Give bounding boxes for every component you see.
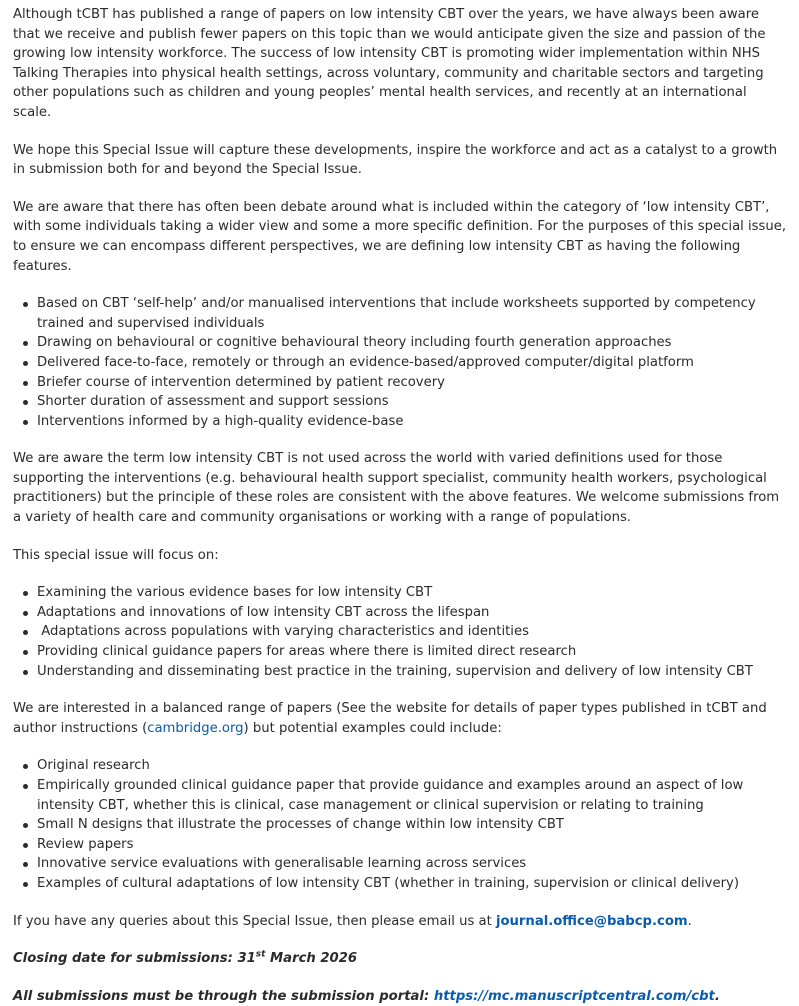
list-item: Briefer course of intervention determined by patient recovery — [37, 373, 787, 393]
list-item: Based on CBT ‘self-help’ and/or manualised interventions that include worksheets supported by competency trained and supervised individuals — [37, 294, 787, 333]
hope-paragraph: We hope this Special Issue will capture these developments, inspire the workforce and act as a catalyst to a growth in submission both for and beyond the Special Issue. — [13, 142, 778, 178]
terminology-paragraph: We are aware the term low intensity CBT is not used across the world with varied definitions used for those supporting the interventions (e.g. behavioural health support specialist, community health workers, psychological practitioners) but the principle of these roles are consistent with the above features. We welcome submissions from a variety of health care and community organisations or working with a range of populations. — [13, 451, 780, 526]
definition-paragraph: We are aware that there has often been debate around what is included within the category of ‘low intensity CBT’, with some individuals taking a wider view and some a more specific definition. For the purposes of this special issue, to ensure we can encompass different perspectives, we are defining low intensity CBT as having the following features. — [13, 199, 787, 274]
list-item: Adaptations across populations with varying characteristics and identities — [37, 622, 787, 642]
list-item: Small N designs that illustrate the processes of change within low intensity CBT — [37, 815, 787, 835]
paper-types-text-end: ) but potential examples could include: — [243, 720, 502, 736]
list-item: Original research — [37, 756, 787, 776]
list-item: Shorter duration of assessment and support sessions — [37, 392, 787, 412]
examples-list — [13, 756, 787, 893]
list-item: Understanding and disseminating best practice in the training, supervision and delivery of low intensity CBT — [37, 662, 787, 682]
portal-end: . — [714, 988, 720, 1004]
list-item: Review papers — [37, 835, 787, 855]
features-list — [13, 294, 787, 431]
list-item: Delivered face-to-face, remotely or through an evidence-based/approved computer/digital platform — [37, 353, 787, 373]
list-item: Examining the various evidence bases for low intensity CBT — [37, 583, 787, 603]
portal-link[interactable]: https://mc.manuscriptcentral.com/cbt — [433, 988, 715, 1004]
list-item: Innovative service evaluations with generalisable learning across services — [37, 854, 787, 874]
focus-intro: This special issue will focus on: — [13, 547, 219, 563]
queries-text-end: . — [687, 913, 692, 929]
closing-date — [13, 949, 787, 969]
email-link[interactable]: journal.office@babcp.com — [495, 913, 688, 929]
list-item: Adaptations and innovations of low intensity CBT across the lifespan — [37, 603, 787, 623]
submission-portal — [13, 987, 787, 1006]
queries-paragraph — [13, 912, 787, 932]
list-item: Providing clinical guidance papers for areas where there is limited direct research — [37, 642, 787, 662]
intro-paragraph: Although tCBT has published a range of papers on low intensity CBT over the years, we have always been aware that we receive and publish fewer papers on this topic than we would anticipate given the size and passion of the growing low intensity workforce. The success of low intensity CBT is promoting wider implementation within NHS Talking Therapies into physical health settings, across voluntary, community and charitable sectors and targeting other populations such as children and young peoples’ mental health services, and recently at an international scale. — [13, 7, 766, 120]
cambridge-link[interactable]: cambridge.org — [147, 720, 244, 736]
queries-text: If you have any queries about this Special Issue, then please email us at — [13, 913, 496, 929]
closing-date-sup: st — [255, 949, 266, 960]
paper-types-text-start: We are interested in a balanced range of papers (See the website for details of paper types published in tCBT and author instructions ( — [13, 701, 767, 736]
paper-types-paragraph — [13, 699, 787, 738]
list-item: Examples of cultural adaptations of low intensity CBT (whether in training, supervision or clinical delivery) — [37, 874, 787, 894]
list-item: Interventions informed by a high-quality evidence-base — [37, 412, 787, 432]
closing-date-label: Closing date for submissions: 31 — [13, 951, 256, 967]
focus-list — [13, 583, 787, 681]
list-item: Empirically grounded clinical guidance paper that provide guidance and examples around an aspect of low intensity CBT, whether this is clinical, case management or clinical supervision or relating to training — [37, 776, 787, 815]
portal-label: All submissions must be through the submission portal: — [13, 988, 434, 1004]
list-item: Drawing on behavioural or cognitive behavioural theory including fourth generation approaches — [37, 333, 787, 353]
closing-date-rest: March 2026 — [265, 951, 358, 967]
